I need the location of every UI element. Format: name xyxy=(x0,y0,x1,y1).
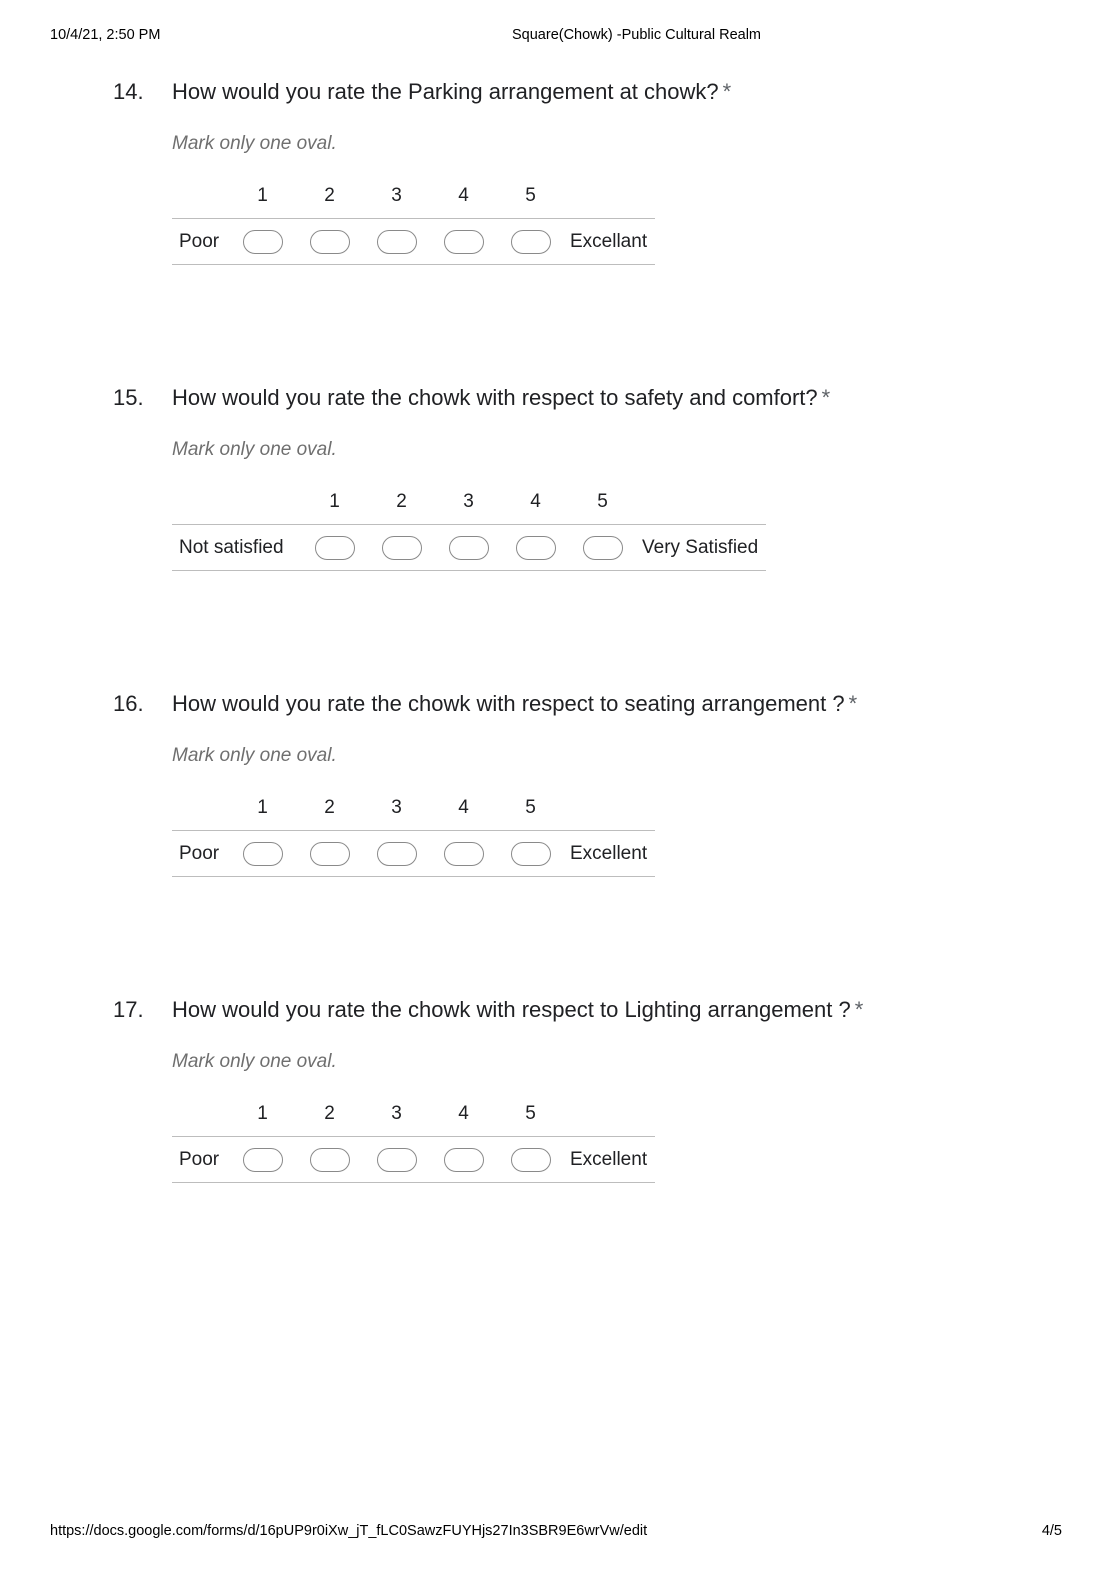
rating-oval-3[interactable] xyxy=(377,1148,417,1172)
scale-low-label: Poor xyxy=(179,1148,220,1170)
scale-high-label: Excellant xyxy=(570,230,648,252)
scale-number: 1 xyxy=(257,1103,268,1124)
linear-scale xyxy=(172,185,655,265)
rating-oval-3[interactable] xyxy=(449,536,489,560)
scale-numbers xyxy=(172,797,655,827)
scale-number: 5 xyxy=(525,185,536,206)
scale-number: 4 xyxy=(458,1103,469,1124)
question-17 xyxy=(0,997,1110,1237)
scale-number: 4 xyxy=(458,797,469,818)
question-number: 16. xyxy=(113,691,144,716)
scale-numbers xyxy=(172,1103,655,1133)
scale-number: 5 xyxy=(597,491,608,512)
scale-number: 1 xyxy=(257,797,268,818)
scale-number: 2 xyxy=(324,185,335,206)
scale-options-row xyxy=(172,830,655,877)
question-instruction: Mark only one oval. xyxy=(172,439,337,460)
rating-oval-2[interactable] xyxy=(310,1148,350,1172)
rating-oval-1[interactable] xyxy=(243,842,283,866)
question-instruction: Mark only one oval. xyxy=(172,1051,337,1072)
question-title xyxy=(172,691,857,717)
question-number: 15. xyxy=(113,385,144,410)
question-number: 17. xyxy=(113,997,144,1022)
scale-number: 4 xyxy=(530,491,541,512)
question-title xyxy=(172,385,830,411)
page-number: 4/5 xyxy=(1041,1523,1062,1539)
scale-number: 3 xyxy=(391,1103,402,1124)
question-number: 14. xyxy=(113,79,144,104)
question-title xyxy=(172,79,731,105)
required-asterisk: * xyxy=(821,385,831,410)
scale-number: 3 xyxy=(463,491,474,512)
rating-oval-5[interactable] xyxy=(511,1148,551,1172)
scale-high-label: Excellent xyxy=(570,1148,648,1170)
rating-oval-1[interactable] xyxy=(315,536,355,560)
scale-number: 4 xyxy=(458,185,469,206)
scale-number: 2 xyxy=(396,491,407,512)
scale-number: 1 xyxy=(329,491,340,512)
required-asterisk: * xyxy=(854,997,864,1022)
question-14 xyxy=(0,79,1110,319)
rating-oval-5[interactable] xyxy=(511,230,551,254)
rating-oval-1[interactable] xyxy=(243,1148,283,1172)
required-asterisk: * xyxy=(722,79,732,104)
rating-oval-1[interactable] xyxy=(243,230,283,254)
print-footer xyxy=(50,1523,1062,1543)
rating-oval-2[interactable] xyxy=(310,842,350,866)
question-instruction: Mark only one oval. xyxy=(172,745,337,766)
scale-number: 1 xyxy=(257,185,268,206)
rating-oval-2[interactable] xyxy=(382,536,422,560)
rating-oval-2[interactable] xyxy=(310,230,350,254)
rating-oval-5[interactable] xyxy=(511,842,551,866)
scale-options-row xyxy=(172,218,655,265)
rating-oval-4[interactable] xyxy=(444,1148,484,1172)
question-title-text: How would you rate the Parking arrangement at chowk? xyxy=(172,79,719,104)
scale-high-label: Excellent xyxy=(570,842,648,864)
rating-oval-3[interactable] xyxy=(377,230,417,254)
scale-high-label: Very Satisfied xyxy=(642,536,759,558)
question-instruction: Mark only one oval. xyxy=(172,133,337,154)
scale-number: 2 xyxy=(324,797,335,818)
scale-low-label: Not satisfied xyxy=(179,536,284,558)
question-title-text: How would you rate the chowk with respect to seating arrangement ? xyxy=(172,691,845,716)
question-title xyxy=(172,997,863,1023)
question-title-text: How would you rate the chowk with respect to Lighting arrangement ? xyxy=(172,997,851,1022)
linear-scale xyxy=(172,491,766,571)
scale-options-row xyxy=(172,1136,655,1183)
scale-numbers xyxy=(172,185,655,215)
rating-oval-5[interactable] xyxy=(583,536,623,560)
rating-oval-4[interactable] xyxy=(516,536,556,560)
question-title-text: How would you rate the chowk with respect to safety and comfort? xyxy=(172,385,818,410)
print-url: https://docs.google.com/forms/d/16pUP9r0iXw_jT_fLC0SawzFUYHjs27In3SBR9E6wrVw/edit xyxy=(50,1523,648,1539)
print-header xyxy=(50,27,1062,47)
scale-number: 3 xyxy=(391,797,402,818)
scale-number: 5 xyxy=(525,1103,536,1124)
scale-low-label: Poor xyxy=(179,842,220,864)
rating-oval-3[interactable] xyxy=(377,842,417,866)
scale-numbers xyxy=(172,491,766,521)
required-asterisk: * xyxy=(848,691,858,716)
scale-number: 2 xyxy=(324,1103,335,1124)
question-15 xyxy=(0,385,1110,625)
rating-oval-4[interactable] xyxy=(444,230,484,254)
linear-scale xyxy=(172,797,655,877)
scale-options-row xyxy=(172,524,766,571)
print-datetime: 10/4/21, 2:50 PM xyxy=(50,27,161,43)
scale-number: 5 xyxy=(525,797,536,818)
rating-oval-4[interactable] xyxy=(444,842,484,866)
scale-low-label: Poor xyxy=(179,230,220,252)
print-title: Square(Chowk) -Public Cultural Realm xyxy=(512,27,762,43)
linear-scale xyxy=(172,1103,655,1183)
question-16 xyxy=(0,691,1110,931)
scale-number: 3 xyxy=(391,185,402,206)
